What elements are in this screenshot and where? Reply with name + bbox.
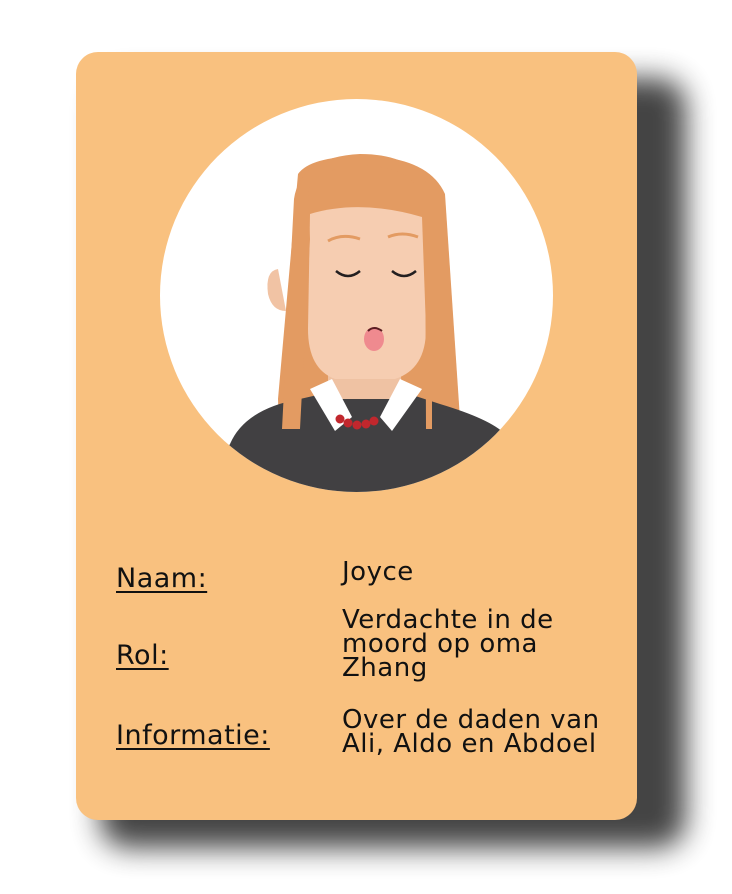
field-label-informatie: Informatie: xyxy=(116,720,270,751)
woman-portrait-icon xyxy=(160,99,553,492)
field-value-informatie: Over de daden van Ali, Aldo en Abdoel xyxy=(342,705,600,759)
field-value-rol: Verdachte in de moord op oma Zhang xyxy=(342,605,554,683)
field-label-naam: Naam: xyxy=(116,563,208,594)
portrait-frame xyxy=(160,99,553,492)
field-row-rol xyxy=(116,605,616,688)
field-value-naam: Joyce xyxy=(342,557,414,587)
field-label-rol: Rol: xyxy=(116,640,169,671)
character-card xyxy=(76,52,637,820)
field-row-naam xyxy=(116,557,616,610)
field-row-informatie xyxy=(116,705,616,788)
